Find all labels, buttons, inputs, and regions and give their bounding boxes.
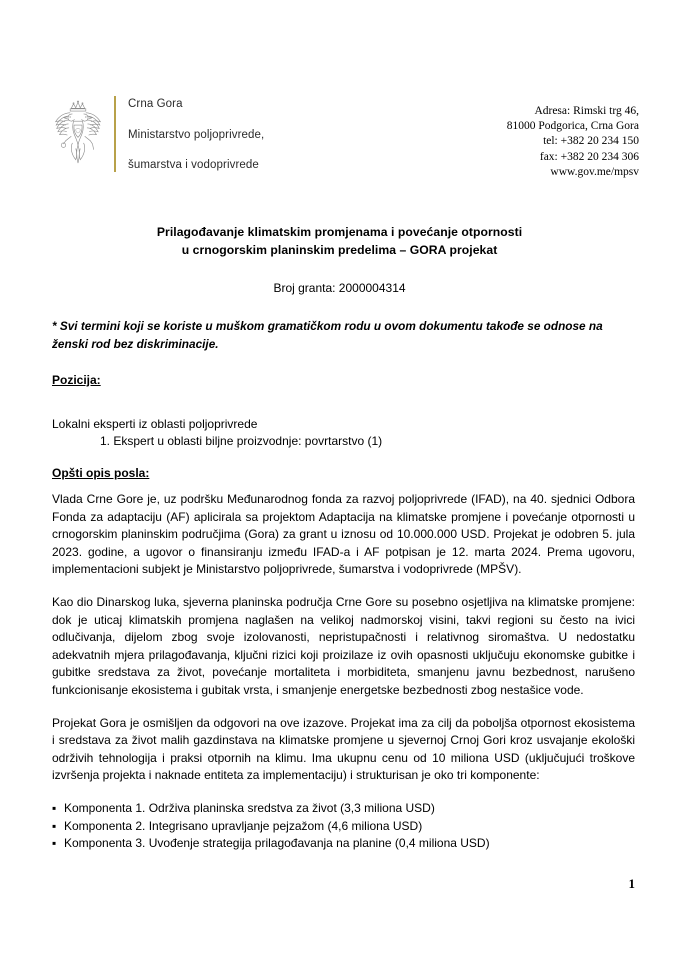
component-3-label: Komponenta 3. Uvođenje strategija prilagođavanja na planine (0,4 miliona USD): [64, 836, 490, 851]
list-item: [52, 800, 635, 818]
position-group-label: Lokalni eksperti iz oblasti poljoprivrede: [52, 417, 258, 431]
org-line-country: Crna Gora: [128, 98, 183, 110]
address-website: www.gov.me/mpsv: [550, 165, 639, 178]
paragraph-project-objective: Projekat Gora je osmišljen da odgovori na ove izazove. Projekat ima za cilj da poboljša otpornost ekosistema i sredstava za život malih gazdinstava na klimatske promjene u sjevernoj Crnoj Gori kroz usvajanje ekološki održivih tehnologija i praksi otpornih na klimu. Ima ukupnu cenu od 10 miliona USD (uključujući troškove izvršenja projekta i naknade entiteta za implementaciju) i strukturisan je oko tri komponente:: [52, 715, 635, 783]
contact-address-block: [507, 96, 639, 180]
list-item: [52, 835, 635, 853]
ministry-branding: [50, 96, 264, 172]
montenegro-coat-of-arms-icon: [50, 96, 106, 172]
paragraph-background: Vlada Crne Gore je, uz podršku Međunarodnog fonda za razvoj poljoprivrede (IFAD), na 40. sjednici Odbora Fonda za adaptaciju (AF) aplicirala sa projektom Adaptacija na klimatske promjene i povećanje otpornosti u crnogorskim planinskim područjima (Gora) za grant u iznosu od 10.000.000 USD. Projekat je odobren 5. jula 2023. godine, a ugovor o finansiranju između IFAD-a i AF potpisan je 12. marta 2024. Prema ugovoru, implementacioni subjekt je Ministarstvo poljoprivrede, šumarstva i vodoprivrede (MPŠV).: [52, 492, 635, 577]
brand-divider: [114, 96, 116, 172]
position-item-1: 1. Ekspert u oblasti biljne proizvodnje: povrtarstvo (1): [100, 434, 383, 448]
document-body: [52, 318, 635, 853]
paragraph-climate-risks: Kao dio Dinarskog luka, sjeverna planinska područja Crne Gore su posebno osjetljiva na klimatske promjene: dok je uticaj klimatskih promjena naglašen na velikoj nadmorskoj visini, takvi regioni su često na ivici odlučivanja, dijelom zbog svoje izolovanosti, nepristupačnosti i relativnog siromaštva. U nedostatku adekvatnih mjera prilagođavanja, ključni rizici koji proizilaze iz ovih opasnosti uključuju ekonomske gubitke i gubitke sredstava za život, povećanje mortaliteta i morbiditeta, smanjenu javnu bezbednost, narušeno funkcionisanje ekosistema i gubitak vrsta, i smanjenje energetske bezbednosti zbog nestašice vode.: [52, 594, 635, 697]
bullet-icon: ▪: [52, 818, 57, 833]
bullet-icon: ▪: [52, 800, 57, 815]
grant-number: Broj granta: 2000004314: [273, 281, 406, 295]
bullet-icon: ▪: [52, 836, 57, 851]
ministry-name-lines: [128, 96, 264, 172]
gender-neutrality-note: * Svi termini koji se koriste u muškom gramatičkom rodu u ovom dokumentu takođe se odnose na ženski rod bez diskriminacije.: [52, 319, 603, 351]
org-line-ministry-2: šumarstva i vodoprivrede: [128, 159, 259, 171]
letterhead: [50, 96, 639, 180]
heading-opsti-opis-posla: Opšti opis posla:: [52, 466, 150, 480]
heading-pozicija: Pozicija:: [52, 373, 101, 387]
address-city: 81000 Podgorica, Crna Gora: [506, 120, 639, 133]
address-street: Adresa: Rimski trg 46,: [534, 105, 639, 117]
org-line-ministry-1: Ministarstvo poljoprivrede,: [128, 128, 265, 141]
title-block: [60, 224, 619, 296]
address-fax: fax: +382 20 234 306: [539, 150, 639, 163]
title-line-2: u crnogorskim planinskim predelima – GORA projekat: [181, 242, 498, 257]
address-tel: tel: +382 20 234 150: [543, 135, 639, 148]
component-2-label: Komponenta 2. Integrisano upravljanje pejzažom (4,6 miliona USD): [64, 818, 423, 833]
components-list: [52, 800, 635, 853]
page-title: [60, 224, 619, 259]
component-1-label: Komponenta 1. Održiva planinska sredstva za život (3,3 miliona USD): [64, 800, 435, 815]
title-line-1: Prilagođavanje klimatskim promjenama i povećanje otpornosti: [156, 225, 523, 239]
page-number: 1: [628, 876, 635, 891]
list-item: [52, 818, 635, 836]
